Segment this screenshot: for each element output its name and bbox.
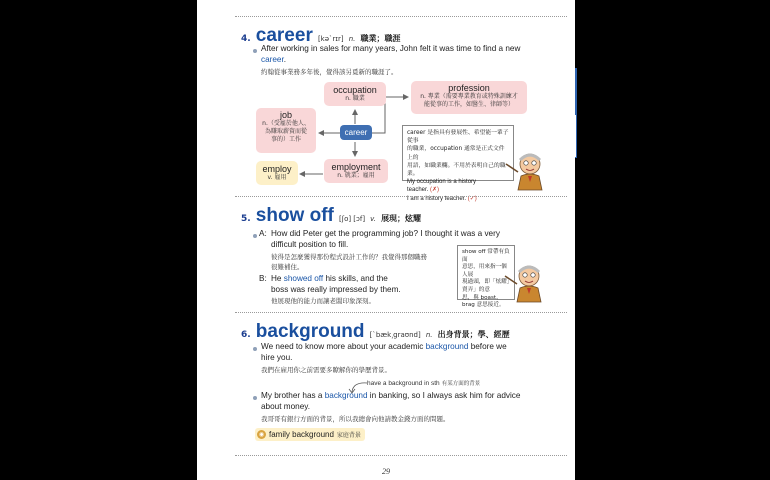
bullet-icon bbox=[253, 347, 257, 351]
usage-tip-show-off: show off 常帶有負面 意思，用來指一個人展 現過頭，即「炫耀」 賣弄」的意 思，與 boast、 brag 意思接近。 bbox=[457, 245, 515, 300]
part-of-speech: n. bbox=[425, 331, 433, 339]
entry-number: 4. bbox=[241, 34, 251, 44]
example-zh: 約翰從事業務多年後，覺得該另覓新的職涯了。 bbox=[261, 68, 398, 76]
bullet-icon bbox=[253, 396, 257, 400]
collocation-pill: ◉ family background 家庭背景 bbox=[255, 428, 365, 441]
occupation-note: n. 職業 bbox=[345, 95, 365, 102]
center-word-career: career bbox=[340, 125, 372, 140]
entry-background-header bbox=[241, 321, 510, 343]
entry-number: 5. bbox=[241, 214, 251, 224]
speaker-b-label: B: bbox=[259, 274, 267, 283]
meaning: 出身背景；學、經歷 bbox=[437, 330, 510, 339]
part-of-speech: v. bbox=[370, 215, 376, 223]
highlighted-word: showed off bbox=[283, 274, 324, 283]
divider bbox=[235, 455, 567, 456]
phrase-annotation: have a background in sth 有某方面的背景 bbox=[367, 380, 481, 387]
highlighted-word: background bbox=[425, 342, 469, 351]
example-en-line2: career. bbox=[261, 55, 287, 64]
occupation-word: occupation bbox=[333, 85, 377, 95]
entry-show-off-header bbox=[241, 205, 421, 227]
headword: background bbox=[255, 321, 365, 342]
part-of-speech: n. bbox=[348, 35, 356, 43]
wrong-mark: (✗) bbox=[430, 187, 440, 194]
book-page: 4. career [kəˋrɪr] n. 職業；職涯 After working in sales for many years, John felt it was time to find a new career. 約翰從事業務多年後，覺得該另覓新的職涯了。 occupation n. 職業 profession n. 專業（需要專業教育或特殊訓練才 能從事的工作，如醫生、律師等） job n.（受雇於他人、 為賺取薪資而從 事的）工作 career employment n. 就業；雇用 employ v. 雇用 career 是指具有發展性、希望能一輩子從事 的職業，occupation 通常是正式文件上的 用語，如職業欄。不用於表明自己的職業。 My occupation is a history teacher. (✗) I am a history teacher. (✓) 5. show off [ʃo] [ɔf] v. 展現；炫耀 A: How did Peter get the programming job? I thought it was a very difficult position to fill. 彼得是怎麼獲得那份程式設計工作的？我覺得那個職務 很難補住。 B: He showed off his skills, and the boss was really impressed by them. 他展現他的能力而讓老闆印象深刻。 show off 常帶有負面 意思，用來指一個人展 現過頭，即「炫耀」 賣弄」的意 思，與 boast、 brag 意思接近。 6. background [ˋbæk͵graʊnd] n. 出身背景；學、經歷 We need to know more about your academic background before we hire you. 我們在雇用你之前需要多瞭解你的學歷背景。 have a background in sth 有某方面的背景 My brother has a background in banking, so I always ask him for advice about money. 我哥哥有銀行方面的背景，所以我總會向他請教金錢方面的問題。 ◉ family background 家庭背景 29 bbox=[197, 0, 575, 480]
employment-note: n. 就業；雇用 bbox=[337, 172, 375, 179]
professor-mascot-icon bbox=[503, 262, 549, 304]
meaning: 展現；炫耀 bbox=[381, 214, 422, 223]
collocation-icon: ◉ bbox=[258, 431, 265, 438]
employ-box bbox=[256, 161, 298, 185]
divider bbox=[235, 196, 567, 197]
phonetic: [kəˋrɪr] bbox=[317, 35, 344, 43]
example-en-line1: After working in sales for many years, John felt it was time to find a new bbox=[261, 44, 521, 53]
occupation-box bbox=[324, 82, 386, 106]
page-number: 29 bbox=[382, 467, 390, 476]
headword: career bbox=[255, 25, 313, 46]
phonetic: [ʃo] [ɔf] bbox=[338, 215, 366, 223]
job-word: job bbox=[279, 110, 292, 120]
entry-number: 6. bbox=[241, 330, 251, 340]
phonetic: [ˋbæk͵graʊnd] bbox=[369, 331, 421, 339]
headword: show off bbox=[255, 205, 334, 226]
employ-word: employ bbox=[262, 164, 292, 174]
employment-box bbox=[324, 159, 388, 183]
right-mark: (✓) bbox=[467, 195, 477, 202]
professor-mascot-icon bbox=[504, 150, 550, 192]
divider bbox=[235, 312, 567, 313]
highlighted-word: career bbox=[261, 55, 284, 64]
profession-box: profession n. 專業（需要專業教育或特殊訓練才 能從事的工作，如醫生、律師等） bbox=[411, 81, 527, 114]
highlighted-word: background bbox=[324, 391, 368, 400]
meaning: 職業；職涯 bbox=[360, 34, 401, 43]
employ-note: v. 雇用 bbox=[267, 174, 287, 181]
job-box: job n.（受雇於他人、 為賺取薪資而從 事的）工作 bbox=[256, 108, 316, 153]
bullet-icon bbox=[253, 234, 257, 238]
profession-word: profession bbox=[448, 83, 490, 93]
employment-word: employment bbox=[331, 162, 381, 172]
usage-tip-career: career 是指具有發展性、希望能一輩子從事 的職業，occupation 通常是正式文件上的 用語，如職業欄。不用於表明自己的職業。 My occupation is a history teacher. (✗) I am a history teacher. (✓) bbox=[402, 125, 514, 181]
speaker-a-label: A: bbox=[259, 229, 267, 238]
